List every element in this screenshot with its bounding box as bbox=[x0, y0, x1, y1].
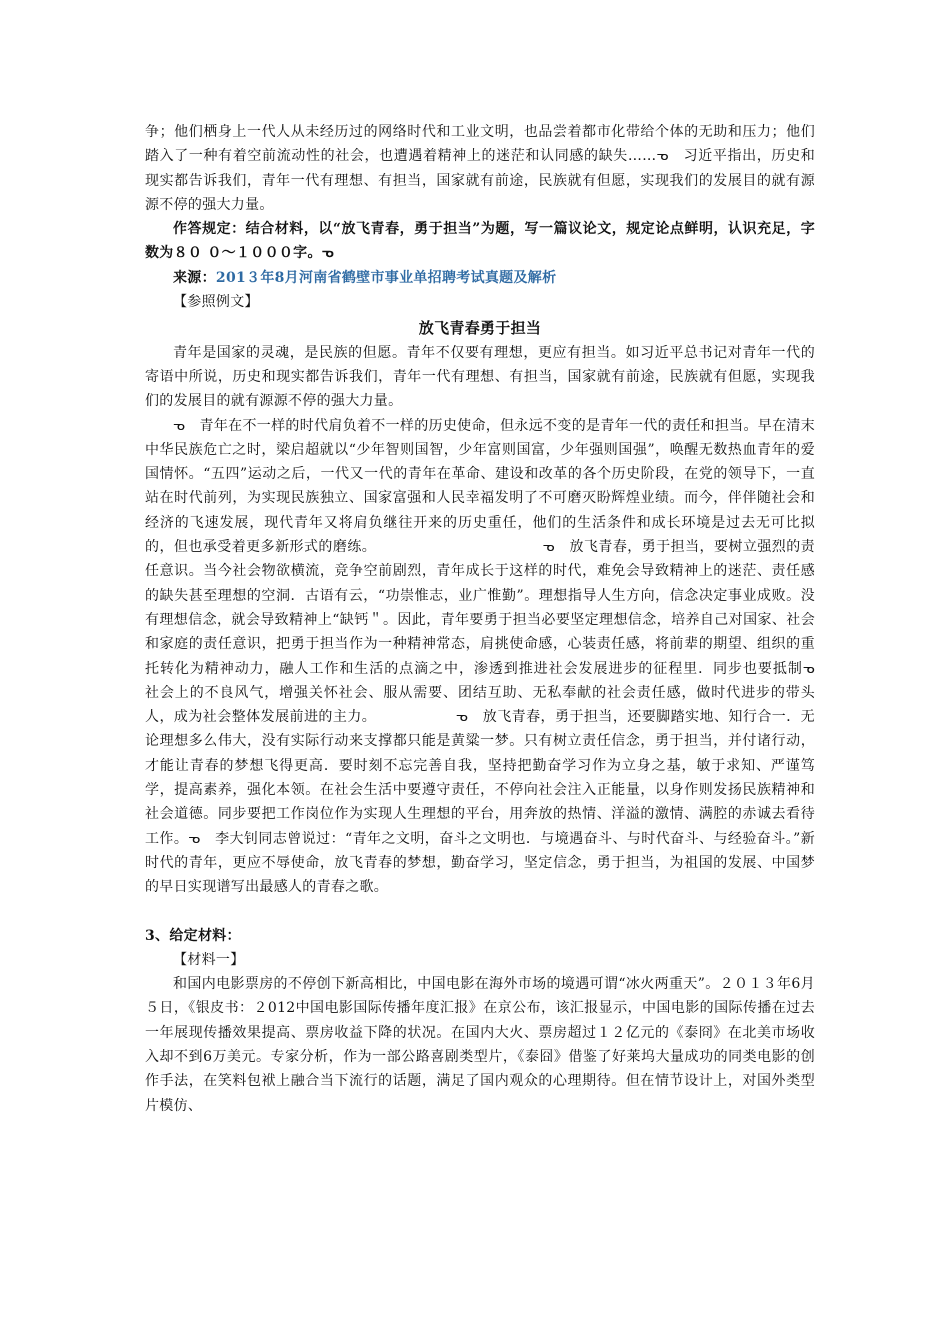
material-paragraph-1: 和国内电影票房的不停创下新高相比，中国电影在海外市场的境遇可谓“冰火两重天”。２０１３年6月５日，《银皮书：２012中国电影国际传播年度汇报》在京公布，该汇报显示，中国电影的国际传播在过去一年展现传播效果提高、票房收益下降的状况。在国内大火、票房超过１２亿元的《泰冏》在北美市场收入却不到6万美元。专家分析，作为一部公路喜剧类型片，《泰囧》借鉴了好莱坞大量成功的同类电影的创作手法，在笑料包袱上融合当下流行的话题，满足了国内观众的心理期待。但在情节设计上，对国外类型片模仿、 bbox=[145, 976, 815, 1114]
essay-paragraph-2: ᓀ 青年在不一样的时代肩负着不一样的历史使命，但永远不变的是青年一代的责任和担当。早在清末中华民族危亡之时，梁启超就以“少年智则国智，少年富则国富，少年强则国强”，唤醒无数热血青年的爱国情怀。“五四”运动之后，一代又一代的青年在革命、建设和改革的各个历史阶段，在党的领导下，一直站在时代前列，为实现民族独立、国家富强和人民幸福发明了不可磨灭盼辉煌业绩。而今，伴伴随社会和经济的飞速发展，现代青年又将肩负继往开来的历史重任，他们的生活条件和成长环境是过去无可比拟的，但也承受着更多新形式的磨练。 ᓀ 放飞青春，勇于担当，要树立强烈的责任意识。当今社会物欲横流，竞争空前剧烈，青年成长于这样的时代，难免会导致精神上的迷茫、责任感的缺失甚至理想的空洞．古语有云，“功崇惟志，业广惟勤”。理想指导人生方向，信念决定事业成败。没有理想信念，就会导致精神上“缺钙＂。因此，青年要勇于担当必要坚定理想信念，培养自己对国家、社会和家庭的责任意识，把勇于担当作为一种精神常态，肩挑使命感，心装责任感，将前辈的期望、组织的重托转化为精神动力，融人工作和生活的点滴之中，渗透到推进社会发展进步的征程里．同步也要抵制ᓀ 社会上的不良风气，增强关怀社会、服从需要、团结互助、无私奉献的社会责任感，做时代进步的带头人，成为社会整体发展前进的主力。 ᓀ 放飞青春，勇于担当，还要脚踏实地、知行合一．无论理想多么伟大，没有实际行动来支撑都只能是黄粱一梦。只有树立责任信念，勇于担当，并付诸行动，才能让青春的梦想飞得更高．要时刻不忘完善自我，坚持把勤奋学习作为立身之基，敏于求知、严谨笃学，提高素养，强化本领。在社会生活中要遵守责任，不停向社会注入正能量，以身作则发扬民族精神和社会道德。同步要把工作岗位作为实现人生理想的平台，用奔放的热情、洋溢的激情、满腔的赤诚去看待工作。ᓀ 李大钊同志曾说过：“青年之文明，奋斗之文明也．与境遇奋斗、与时代奋斗、与经验奋斗。”新时代的青年，更应不辱使命，放飞青春的梦想，勤奋学习，坚定信念，勇于担当，为祖国的发展、中国梦的早日实现谱写出最感人的青春之歌。 bbox=[145, 417, 830, 896]
intro-paragraph: 争；他们栖身上一代人从未经历过的网络时代和工业文明，也品尝着都市化带给个体的无助和压力；他们踏入了一种有着空前流动性的社会，也遭遇着精神上的迷茫和认同感的缺失……ᓀ 习近平指出，历史和现实都告诉我们，青年一代有理想、有担当，国家就有前途，民族就有但愿，实现我们的发展目的就有源源不停的强大力量。 bbox=[145, 124, 815, 213]
material-label: 【材料一】 bbox=[173, 951, 245, 968]
source-link[interactable]: 201３年8月河南省鹤壁市事业单招聘考试真题及解析 bbox=[215, 269, 557, 286]
essay-paragraph-1: 青年是国家的灵魂，是民族的但愿。青年不仅要有理想，更应有担当。如习近平总书记对青年一代的寄语中所说，历史和现实都告诉我们，青年一代有理想、有担当，国家就有前途，民族就有但愿，实现我们的发展目的就有源源不停的强大力量。 bbox=[145, 344, 815, 410]
section-heading: 3、给定材料： bbox=[145, 927, 241, 944]
answer-requirement: 作答规定：结合材料，以“放飞青春，勇于担当”为题，写一篇议论文，规定论点鲜明，认识充足，字数为８０ ０～１０００字。ᓀ bbox=[145, 221, 815, 262]
document-page bbox=[145, 120, 830, 1118]
blank-line bbox=[145, 900, 815, 924]
source-line bbox=[145, 266, 815, 290]
essay-title: 放飞青春勇于担当 bbox=[418, 319, 542, 338]
source-label: 来源： bbox=[173, 269, 216, 286]
reference-essay-label: 【参照例文】 bbox=[173, 294, 259, 311]
